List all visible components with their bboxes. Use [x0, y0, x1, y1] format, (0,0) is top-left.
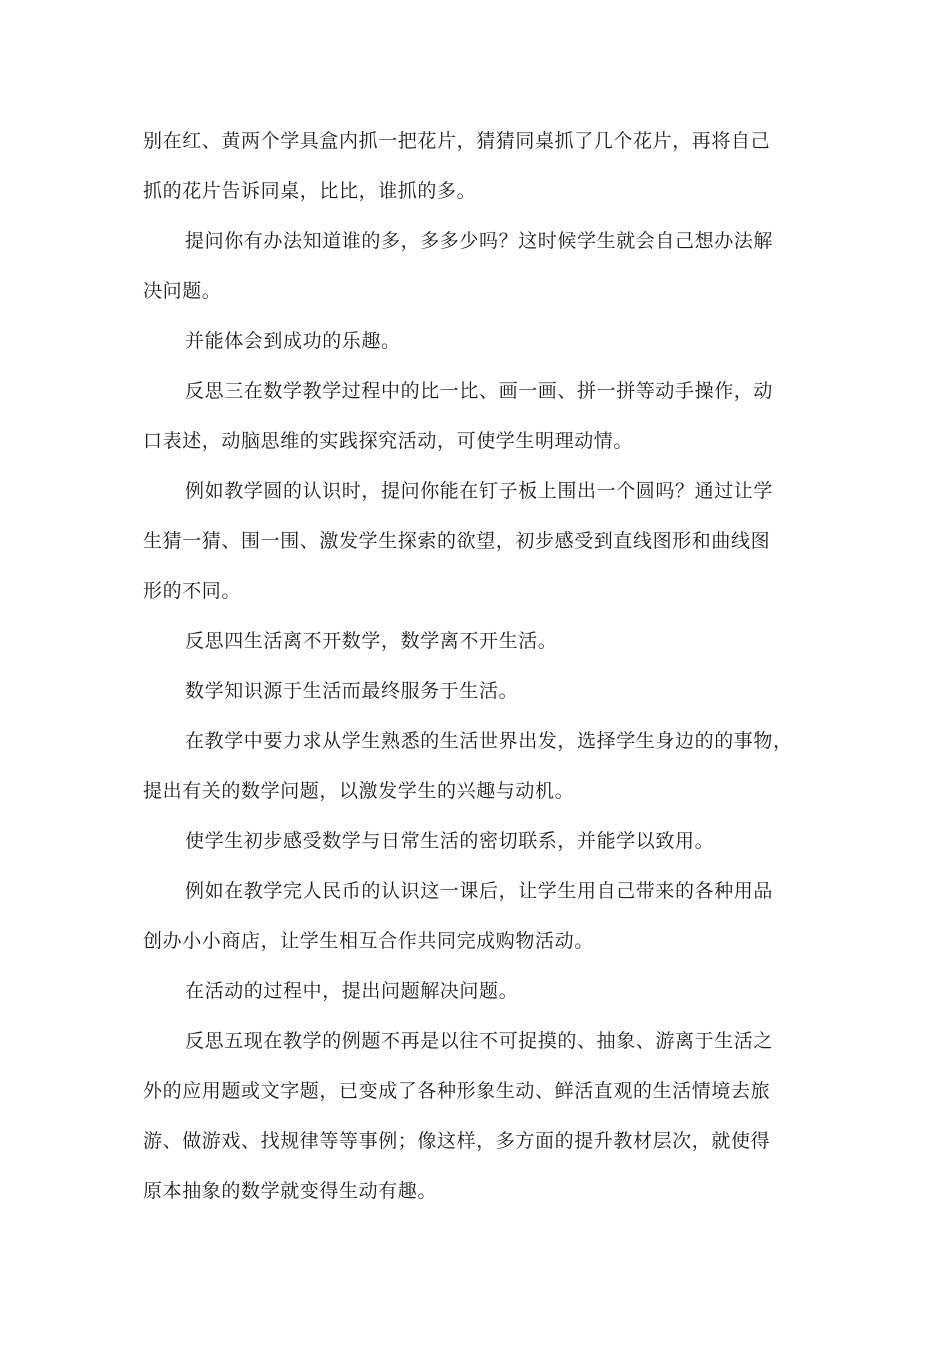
- text-line: 反思三在数学教学过程中的比一比、画一画、拼一拼等动手操作，动: [185, 380, 774, 402]
- text-line: 原本抽象的数学就变得生动有趣。: [143, 1180, 438, 1202]
- text-block: [143, 116, 793, 1216]
- text-line: 决问题。: [143, 280, 222, 302]
- text-line: 别在红、黄两个学具盒内抓一把花片，猜猜同桌抓了几个花片，再将自己: [143, 130, 771, 152]
- text-line: 并能体会到成功的乐趣。: [185, 330, 401, 352]
- text-line: 在教学中要力求从学生熟悉的生活世界出发，选择学生身边的的事物，: [185, 730, 793, 752]
- text-line: 反思五现在教学的例题不再是以往不可捉摸的、抽象、游离于生活之: [185, 1030, 774, 1052]
- text-line: 例如教学圆的认识时，提问你能在钉子板上围出一个圆吗？通过让学: [185, 480, 774, 502]
- text-line: 提问你有办法知道谁的多，多多少吗？这时候学生就会自己想办法解: [185, 230, 774, 252]
- text-line: 游、做游戏、找规律等等事例；像这样，多方面的提升教材层次，就使得: [143, 1130, 771, 1152]
- text-line: 口表述，动脑思维的实践探究活动，可使学生明理动情。: [143, 430, 634, 452]
- text-line: 反思四生活离不开数学，数学离不开生活。: [185, 630, 558, 652]
- text-line: 生猜一猜、围一围、激发学生探索的欲望，初步感受到直线图形和曲线图: [143, 530, 771, 552]
- text-line: 例如在教学完人民币的认识这一课后，让学生用自己带来的各种用品: [185, 880, 774, 902]
- text-line: 抓的花片告诉同桌，比比，谁抓的多。: [143, 180, 477, 202]
- text-line: 形的不同。: [143, 580, 242, 602]
- document-body: [143, 116, 793, 1216]
- text-line: 提出有关的数学问题，以激发学生的兴趣与动机。: [143, 780, 575, 802]
- text-line: 外的应用题或文字题，已变成了各种形象生动、鲜活直观的生活情境去旅: [143, 1080, 771, 1102]
- text-line: 创办小小商店，让学生相互合作共同完成购物活动。: [143, 930, 594, 952]
- text-line: 在活动的过程中，提出问题解决问题。: [185, 980, 519, 1002]
- text-line: 使学生初步感受数学与日常生活的密切联系，并能学以致用。: [185, 830, 715, 852]
- text-line: 数学知识源于生活而最终服务于生活。: [185, 680, 519, 702]
